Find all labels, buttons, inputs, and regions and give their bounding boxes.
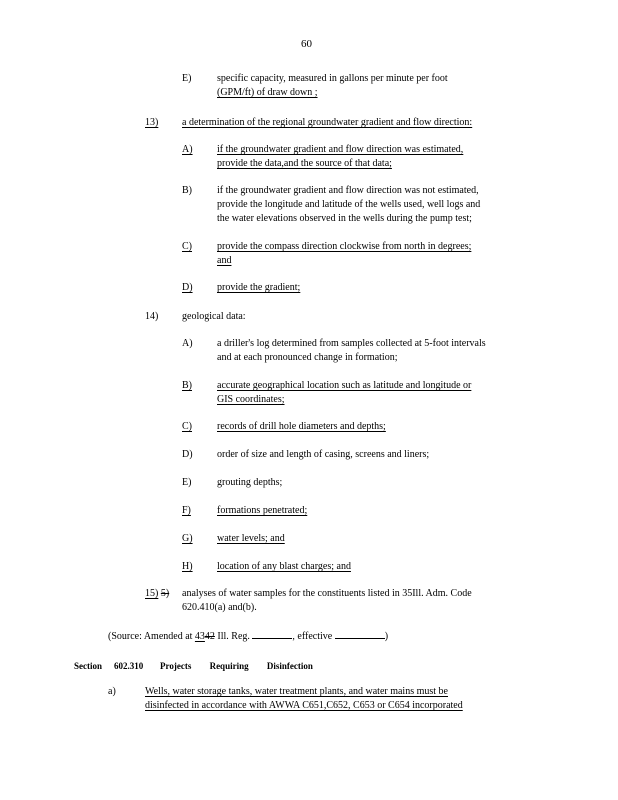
item15-label-old: 5) xyxy=(160,588,170,599)
item14-a-text xyxy=(217,337,539,365)
item13-d-text: provide the gradient; xyxy=(217,282,301,293)
item14-f-label: F) xyxy=(182,505,191,516)
item-a-label: a) xyxy=(108,686,116,697)
item13-c-line2: and xyxy=(217,255,232,266)
item14-a-line1: a driller's log determined from samples collected at 5-foot intervals xyxy=(217,338,486,349)
item-e-line1: specific capacity, measured in gallons per minute per foot xyxy=(217,73,448,84)
item13-c-line1: provide the compass direction clockwise from north in degrees; xyxy=(217,241,472,252)
source-end: ) xyxy=(384,631,389,642)
item14-g-label: G) xyxy=(182,533,193,544)
item13-b-line1: if the groundwater gradient and flow direction was not estimated, xyxy=(217,185,479,196)
item15-label-new: 15) xyxy=(145,588,159,599)
item14-b-text xyxy=(217,379,539,407)
item14-c-text: records of drill hole diameters and depths; xyxy=(217,421,386,432)
source-note xyxy=(108,629,388,644)
section-title: Projects Requiring Disinfection xyxy=(160,661,313,671)
item14-b-line2: GIS coordinates; xyxy=(217,394,285,405)
item15-line2: 620.410(a) and(b). xyxy=(182,602,257,613)
item14-h-text: location of any blast charges; and xyxy=(217,561,351,572)
source-new-volume: 43 xyxy=(194,631,205,642)
page-number: 60 xyxy=(301,38,312,50)
item14-a-line2: and at each pronounced change in formation; xyxy=(217,352,398,363)
source-reg-blank xyxy=(252,629,292,639)
item-e-label: E) xyxy=(182,73,192,84)
item15-text xyxy=(182,587,534,615)
source-old-volume: 42 xyxy=(204,631,215,642)
item14-e-text: grouting depths; xyxy=(217,477,283,488)
item14-d-text: order of size and length of casing, screens and liners; xyxy=(217,449,430,460)
item13-a-label: A) xyxy=(182,144,193,155)
item14-g-text: water levels; and xyxy=(217,533,285,544)
item14-c-label: C) xyxy=(182,421,192,432)
item14-b-line1: accurate geographical location such as latitude and longitude or xyxy=(217,380,472,391)
item13-b-text xyxy=(217,184,539,226)
item15-label xyxy=(145,587,169,601)
item13-b-label: B) xyxy=(182,185,192,196)
source-date-blank xyxy=(335,629,385,639)
item14-h-label: H) xyxy=(182,561,193,572)
item-a-text xyxy=(145,685,535,713)
item14-label: 14) xyxy=(145,311,159,322)
item13-b-line3: the water elevations observed in the wells during the pump test; xyxy=(217,213,472,224)
item13-text: a determination of the regional groundwater gradient and flow direction: xyxy=(182,117,473,128)
section-word: Section xyxy=(74,661,102,671)
item-a-line2: disinfected in accordance with AWWA C651,C652, C653 or C654 incorporated xyxy=(145,700,463,711)
item13-a-line2: provide the data,and the source of that data; xyxy=(217,158,392,169)
item13-b-line2: provide the longitude and latitude of the wells used, well logs and xyxy=(217,199,481,210)
item14-e-label: E) xyxy=(182,477,192,488)
item14-text: geological data: xyxy=(182,311,246,322)
item15-line1: analyses of water samples for the constituents listed in 35Ill. Adm. Code xyxy=(182,588,472,599)
item13-d-label: D) xyxy=(182,282,193,293)
source-reg: Ill. Reg. xyxy=(217,631,250,642)
item13-c-text xyxy=(217,240,539,268)
item14-d-label: D) xyxy=(182,449,193,460)
item-a-line1: Wells, water storage tanks, water treatment plants, and water mains must be xyxy=(145,686,448,697)
item-e-line2: (GPM/ft) of draw down ; xyxy=(217,87,318,98)
item13-label: 13) xyxy=(145,117,159,128)
section-number: 602.310 xyxy=(114,661,144,671)
item13-c-label: C) xyxy=(182,241,192,252)
source-prefix: (Source: Amended at xyxy=(108,631,193,642)
item-e-text xyxy=(217,72,539,100)
item13-a-line1: if the groundwater gradient and flow direction was estimated, xyxy=(217,144,464,155)
source-effective: , effective xyxy=(292,631,333,642)
item14-b-label: B) xyxy=(182,380,192,391)
item14-f-text: formations penetrated; xyxy=(217,505,308,516)
item14-a-label: A) xyxy=(182,338,193,349)
item13-a-text xyxy=(217,143,539,171)
